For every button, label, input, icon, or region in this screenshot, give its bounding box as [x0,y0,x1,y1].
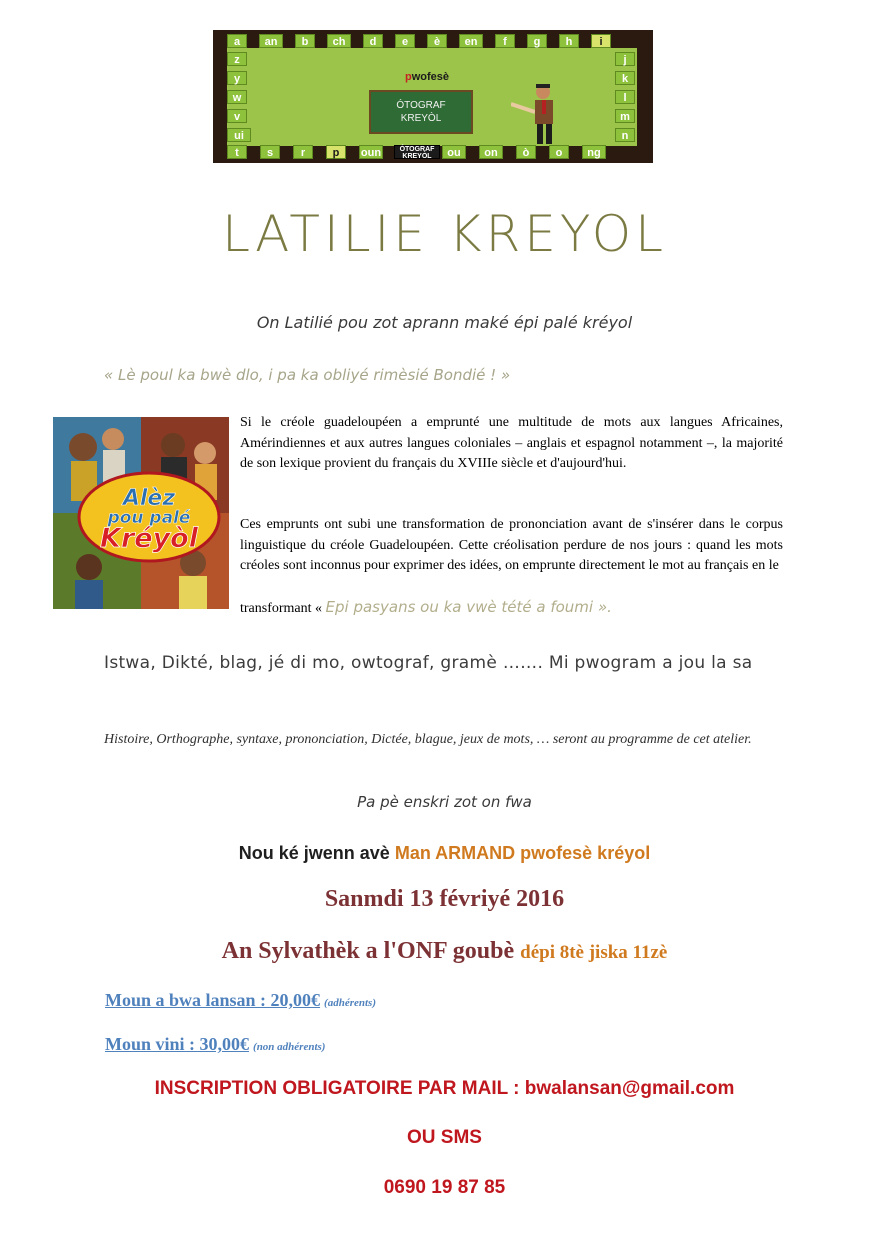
event-date: Sanmdi 13 févriyé 2016 [324,886,565,912]
letter-tile: z [227,52,247,66]
letter-tile: è [427,34,447,48]
letter-tile: ch [327,34,351,48]
banner-panel [227,48,637,146]
event-hours: dépi 8tè jiska 11zè [520,942,668,963]
price-non-members [105,1034,325,1055]
price-members [105,990,376,1011]
header-banner [213,30,653,163]
letter-tile: h [559,34,579,48]
letter-tile: v [227,109,247,123]
letter-tile: ng [582,145,606,159]
teacher-illustration [511,82,571,146]
letter-tile: a [227,34,247,48]
programme-french: Histoire, Orthographe, syntaxe, prononciation, Dictée, blague, jeux de mots, … seront au programme de cet atelier. [104,732,752,747]
letter-tile: an [259,34,283,48]
paragraph-borrowings: Ces emprunts ont subi une transformation de prononciation avant de s'insérer dans le corpus linguistique du créole Guadeloupéen. Cette créolisation perdure de nos jours : quand les mots créoles sont inconnus pour exprimer des idées, on emprunte directement le mot au français en le [240,517,783,573]
letter-tile: t [227,145,247,159]
price-members-note: (adhérents) [324,997,376,1009]
letter-tile: l [615,90,635,104]
letter-tile: en [459,34,483,48]
small-chalkboard-line1: ÓTOGRAF [399,146,435,153]
letter-tile: o [549,145,569,159]
chalkboard [369,90,473,134]
cover-line2: pou palé [107,508,191,528]
page-title: LATILIE KREYOL [222,205,667,263]
place-name: An Sylvathèk a l'ONF goubè [221,938,515,964]
letter-tile: b [295,34,315,48]
cover-line1: Alèz [122,486,176,511]
letter-tile: s [260,145,280,159]
price-non-members-label: Moun vini : 30,00€ [105,1034,250,1054]
letter-tile: j [615,52,635,66]
letter-tile: d [363,34,383,48]
letter-tile: n [615,128,635,142]
letter-tile: on [479,145,503,159]
letter-tile: ui [227,128,251,142]
letter-tile: e [395,34,415,48]
letter-tile: oun [360,147,382,159]
programme-creole: Istwa, Dikté, blag, jé di mo, owtograf, gramè ……. Mi pwogram a jou la sa [104,653,753,673]
paragraph-borrowings-end [240,597,612,620]
proverb-quote: Epi pasyans ou ka vwè tété a foumi ». [325,598,612,616]
letter-tile: w [227,90,247,104]
registration-sms: OU SMS [407,1127,482,1148]
teacher-line [0,843,889,864]
banner-brand: pwofesè [405,71,450,83]
cover-line3: Kréyòl [100,523,198,554]
event-place [0,938,889,965]
letter-tile: g [527,34,547,48]
letter-tile: m [615,109,635,123]
price-non-members-note: (non adhérents) [253,1041,326,1053]
paragraph-origins: Si le créole guadeloupéen a emprunté une multitude de mots aux langues Africaines, Amérindiennes et aux autres langues coloniales – anglais et espagnol notamment –, la majorité de son lexique provient du français du XVIIIe siècle et d'aujourd'hui. [240,415,783,471]
letter-tile: y [227,71,247,85]
proverb: « Lè poul ka bwè dlo, i pa ka obliyé rimèsié Bondié ! » [104,366,511,384]
letter-tile: ou [442,145,466,159]
letter-tile: r [293,145,313,159]
chalkboard-line2: KREYÒL [400,113,442,124]
chalkboard-line1: ÓTOGRAF [396,100,446,111]
teacher-name: Man ARMAND pwofesè kréyol [394,843,651,863]
letter-tile: k [615,71,635,85]
registration-phone: 0690 19 87 85 [383,1177,506,1198]
letter-tile: p [326,145,346,159]
letter-tile: f [495,34,515,48]
small-chalkboard-line2: KREYÒL [402,153,432,160]
subtitle: On Latilié pou zot aprann maké épi palé kréyol [256,313,633,332]
enroll-note: Pa pè enskri zot on fwa [357,793,532,811]
teacher-prefix: Nou ké jwenn avè [238,843,390,863]
comic-cover-image [53,417,229,609]
price-members-label: Moun a bwa lansan : 20,00€ [105,990,321,1010]
letter-tile: i [591,34,611,48]
paragraph-borrowings-tail: transformant « [240,601,323,616]
registration-mail: INSCRIPTION OBLIGATOIRE PAR MAIL : bwalansan@gmail.com [154,1078,735,1099]
small-chalkboard [394,145,440,159]
letter-tile: ò [516,145,536,159]
